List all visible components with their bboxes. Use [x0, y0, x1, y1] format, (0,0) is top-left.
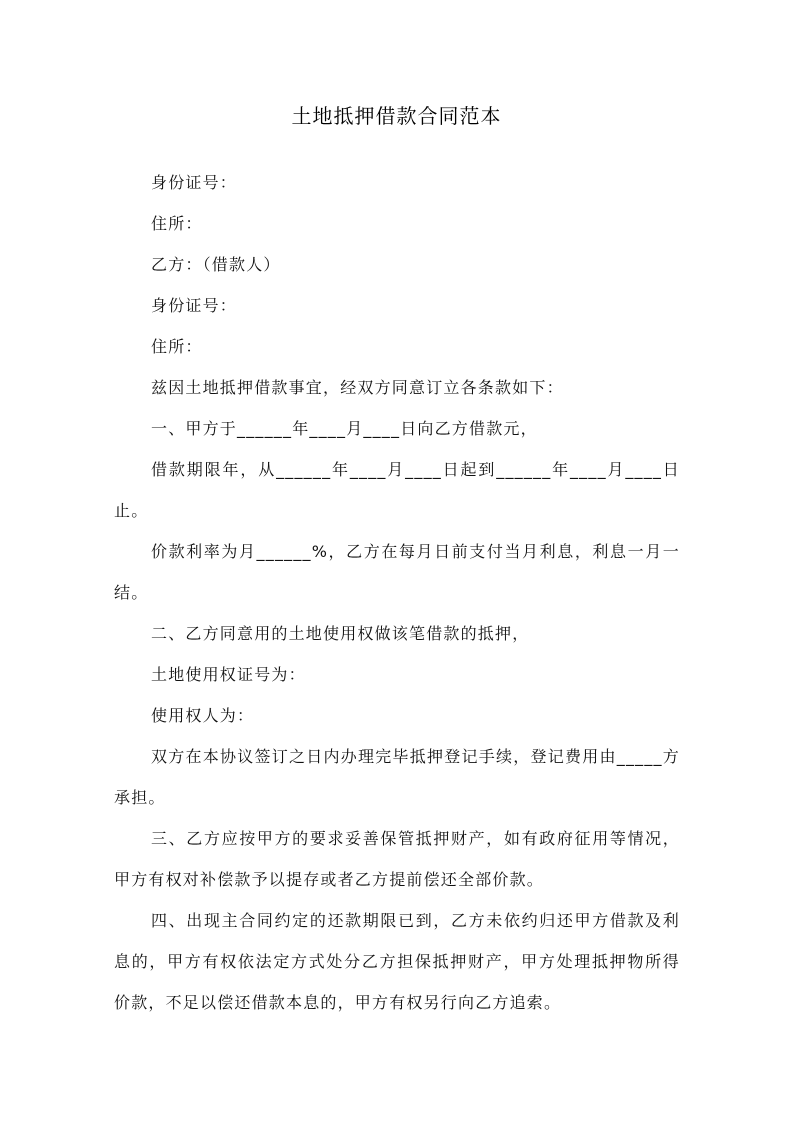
paragraph-clause-4: 四、出现主合同约定的还款期限已到，乙方未依约归还甲方借款及利息的，甲方有权依法定方式处分乙方担保抵押财产，甲方处理抵押物所得价款，不足以偿还借款本息的，甲方有权另行向乙方追索。: [114, 911, 680, 1012]
paragraph-party-b: 乙方：（借款人）: [151, 255, 281, 274]
paragraph-clause-3: 三、乙方应按甲方的要求妥善保管抵押财产，如有政府征用等情况，甲方有权对补偿款予以提存或者乙方提前偿还全部价款。: [114, 829, 680, 889]
paragraph-clause-2: 二、乙方同意用的土地使用权做该笔借款的抵押，: [151, 624, 530, 643]
document-title: 土地抵押借款合同范本: [291, 104, 502, 128]
paragraph-address-2: 住所：: [151, 337, 203, 356]
paragraph-id-number-2: 身份证号：: [151, 296, 238, 315]
paragraph-address-1: 住所：: [151, 214, 203, 233]
paragraph-registration: 双方在本协议签订之日内办理完毕抵押登记手续，登记费用由_____方承担。: [114, 747, 680, 807]
paragraph-clause-1: 一、甲方于______年____月____日向乙方借款元，: [151, 419, 538, 438]
paragraph-right-holder: 使用权人为：: [151, 706, 255, 725]
paragraph-id-number-1: 身份证号：: [151, 173, 238, 192]
paragraph-preamble: 兹因土地抵押借款事宜，经双方同意订立各条款如下：: [151, 378, 564, 397]
paragraph-loan-term: 借款期限年，从______年____月____日起到______年____月____日止。: [114, 460, 680, 520]
paragraph-interest-rate: 价款利率为月______%，乙方在每月日前支付当月利息，利息一月一结。: [114, 542, 680, 602]
document-body: [114, 162, 680, 1023]
paragraph-land-cert-number: 土地使用权证号为：: [151, 665, 306, 684]
